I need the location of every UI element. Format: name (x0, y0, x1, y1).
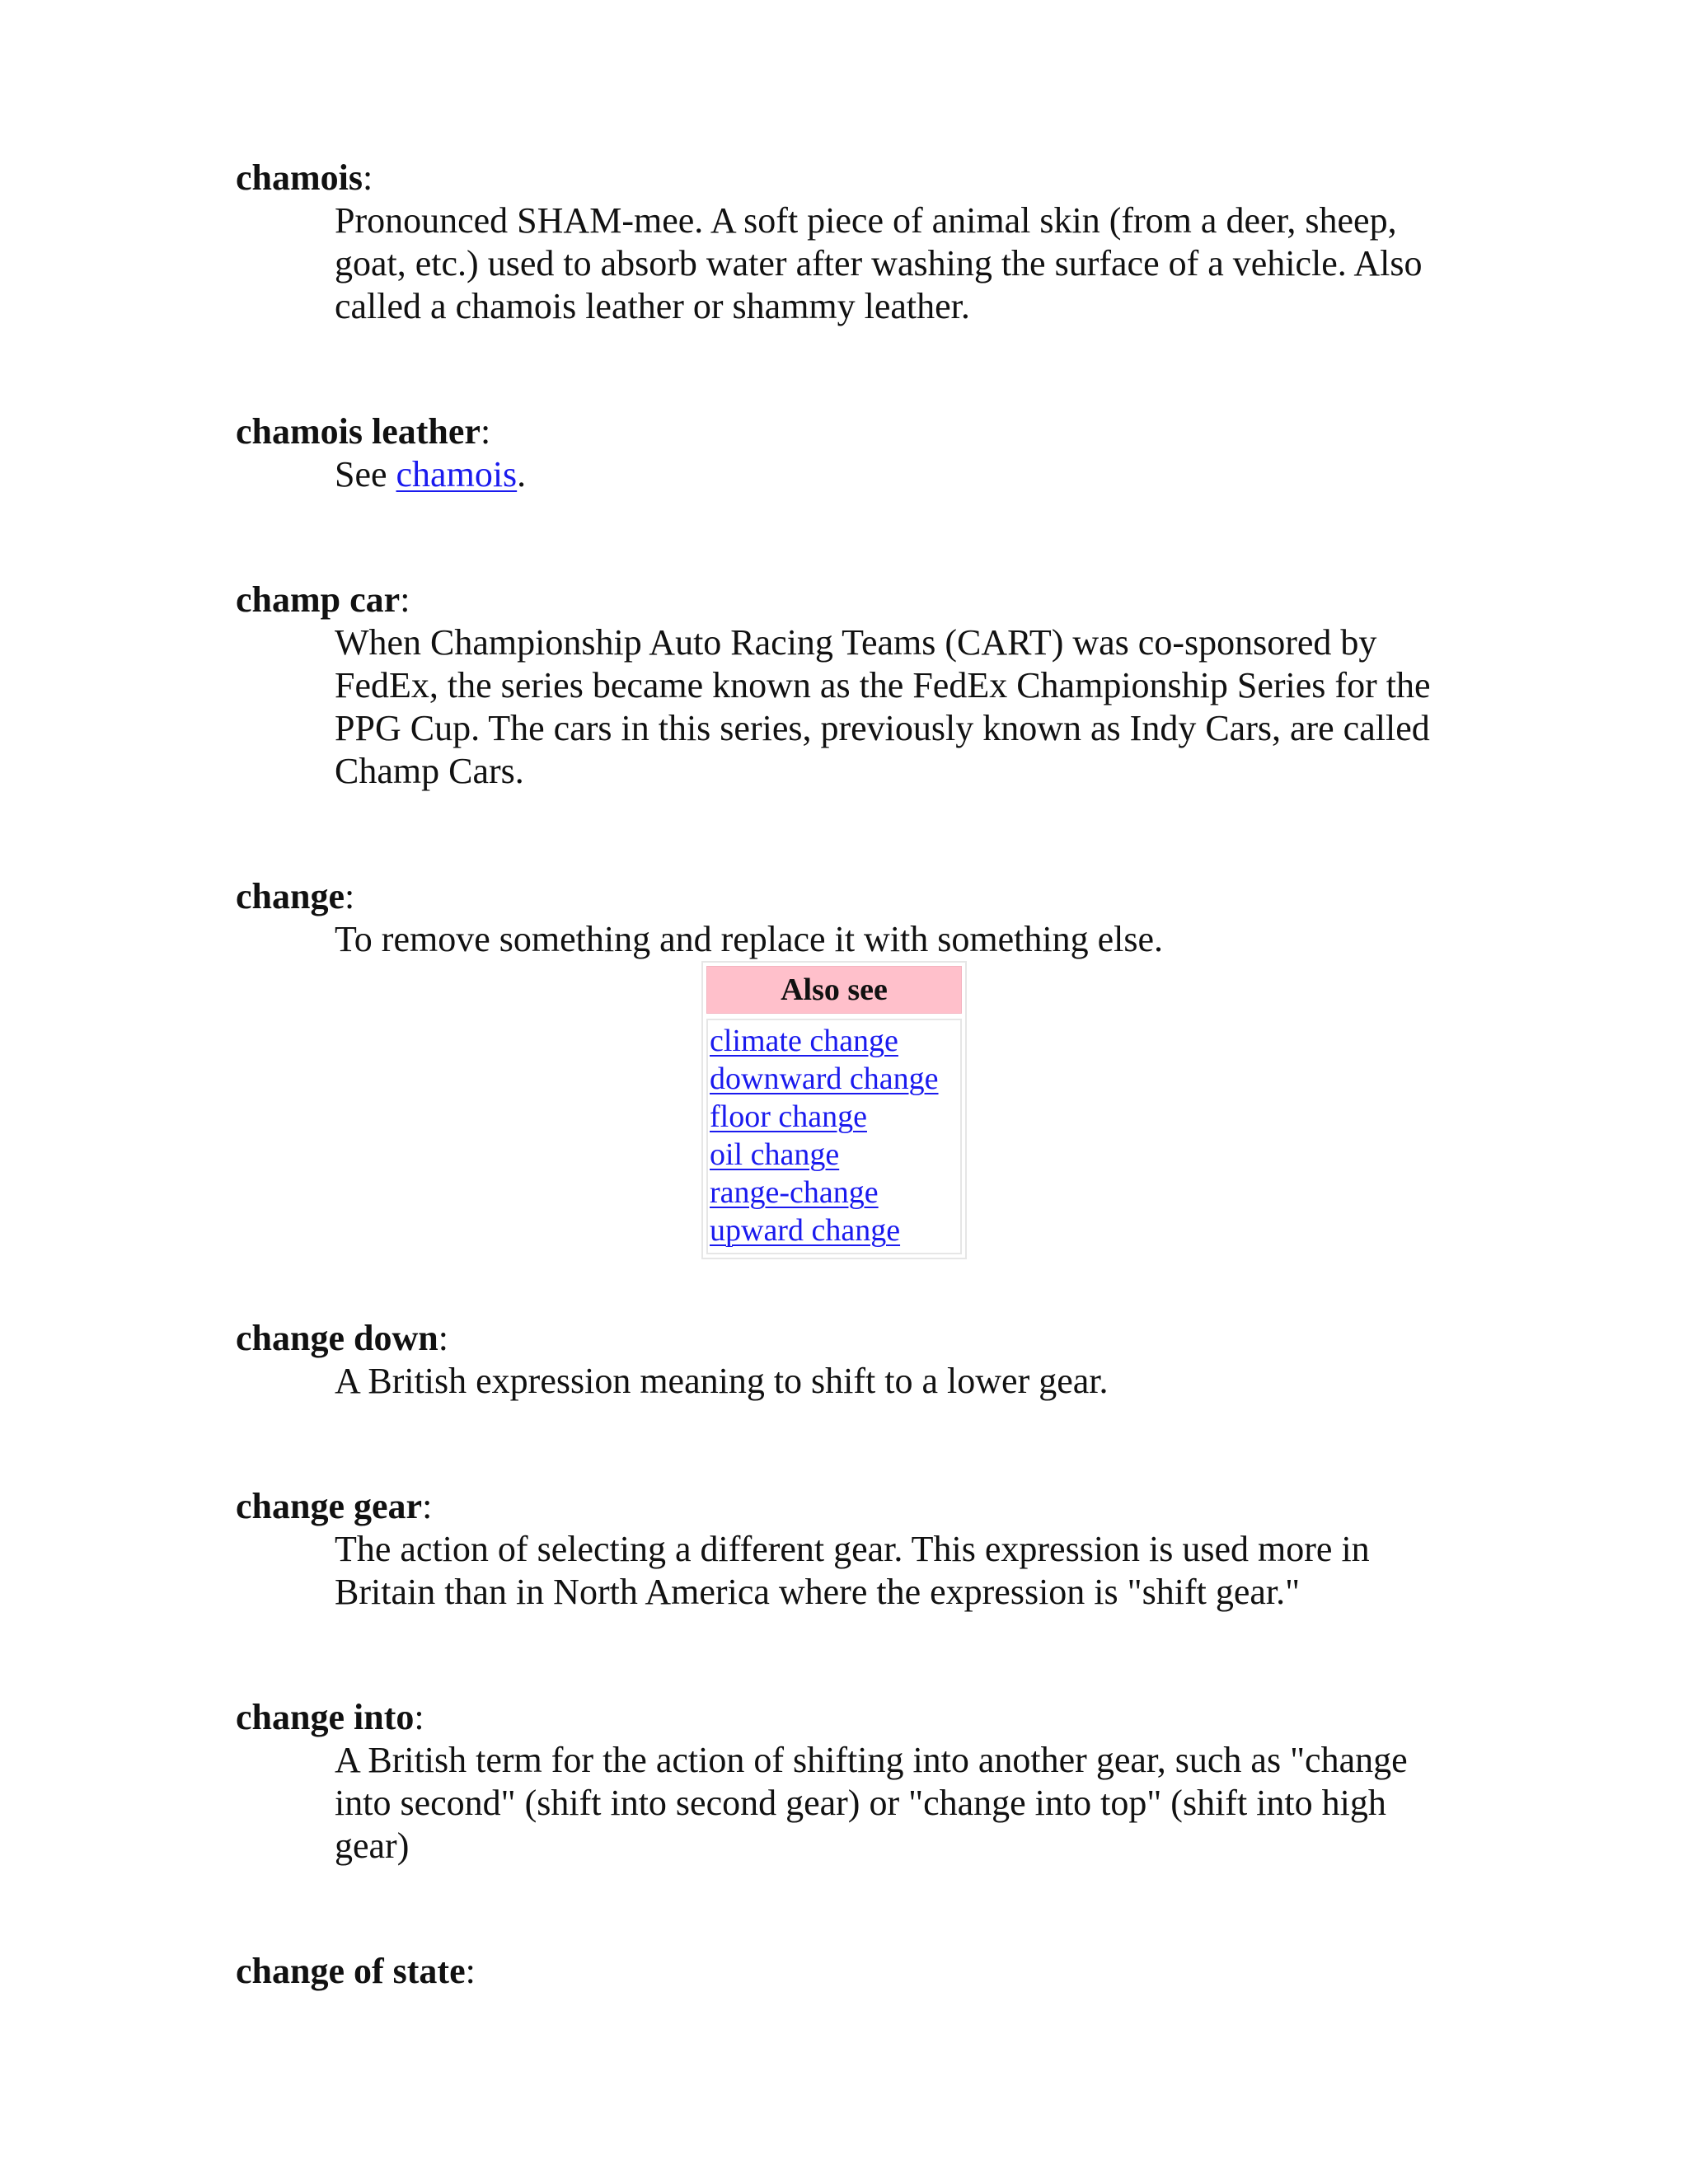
definition: A British expression meaning to shift to a lower gear. (335, 1361, 1109, 1401)
term: chamois (236, 157, 363, 198)
also-see-link-floor-change[interactable]: floor change (710, 1099, 867, 1134)
term: chamois leather (236, 411, 481, 452)
term-separator: : (414, 1697, 424, 1737)
term-separator: : (438, 1318, 448, 1358)
entry-change-gear (236, 1485, 1472, 1614)
spacer (236, 1403, 1472, 1485)
term-separator: : (363, 157, 373, 198)
also-see-link-climate-change[interactable]: climate change (710, 1024, 898, 1058)
entry-champ-car (236, 579, 1472, 793)
spacer (236, 1868, 1472, 1950)
also-see-header: Also see (706, 966, 962, 1014)
term: change down (236, 1318, 438, 1358)
term-separator: : (345, 876, 355, 916)
term: change of state (236, 1951, 466, 1991)
entry-chamois-leather (236, 410, 1472, 496)
term-line (236, 1317, 1472, 1360)
term-separator: : (422, 1486, 433, 1526)
term-line (236, 1485, 1472, 1528)
see-prefix: See (335, 454, 396, 494)
entry-change-into (236, 1696, 1472, 1868)
definition (335, 453, 1456, 496)
definition: To remove something and replace it with something else. (335, 919, 1163, 959)
term-separator: : (480, 411, 491, 452)
also-see-box (701, 961, 967, 1259)
term: change gear (236, 1486, 423, 1526)
spacer (236, 1259, 1472, 1317)
spacer (236, 496, 1472, 579)
also-see-links (706, 1019, 962, 1254)
definition: When Championship Auto Racing Teams (CART) was co-sponsored by FedEx, the series became known as the FedEx Championship Series for the PPG Cup. The cars in this series, previously known as Indy Cars, are called Champ Cars. (335, 622, 1431, 791)
spacer (236, 793, 1472, 875)
glossary (236, 157, 1472, 1993)
term-separator: : (400, 579, 410, 620)
term: champ car (236, 579, 401, 620)
also-see-link-oil-change[interactable]: oil change (710, 1137, 840, 1172)
see-suffix: . (517, 454, 527, 494)
also-see-link-range-change[interactable]: range-change (710, 1175, 879, 1210)
term: change (236, 876, 345, 916)
definition: Pronounced SHAM-mee. A soft piece of animal skin (from a deer, sheep, goat, etc.) used to absorb water after washing the surface of a vehicle. Also called a chamois leather or shammy leather. (335, 200, 1423, 326)
definition: The action of selecting a different gear. This expression is used more in Britain than in North America where the expression is "shift gear." (335, 1529, 1370, 1612)
entry-change-of-state (236, 1950, 1472, 1993)
term-line (236, 1696, 1472, 1739)
also-see-link-upward-change[interactable]: upward change (710, 1213, 901, 1248)
spacer (236, 328, 1472, 410)
entry-change-down (236, 1317, 1472, 1403)
term: change into (236, 1697, 415, 1737)
also-see-wrapper (236, 961, 1432, 1259)
definition: A British term for the action of shifting into another gear, such as "change into second" (shift into second gear) or "change into top" (shift into high gear) (335, 1740, 1408, 1866)
term-line (236, 410, 1472, 453)
entry-chamois (236, 157, 1472, 328)
chamois-link[interactable]: chamois (396, 454, 518, 494)
also-see-link-downward-change[interactable]: downward change (710, 1062, 939, 1096)
term-line (236, 875, 1472, 918)
term-line (236, 157, 1472, 199)
entry-change (236, 875, 1472, 1259)
term-line (236, 1950, 1472, 1993)
term-line (236, 579, 1472, 621)
term-separator: : (465, 1951, 476, 1991)
spacer (236, 1614, 1472, 1696)
